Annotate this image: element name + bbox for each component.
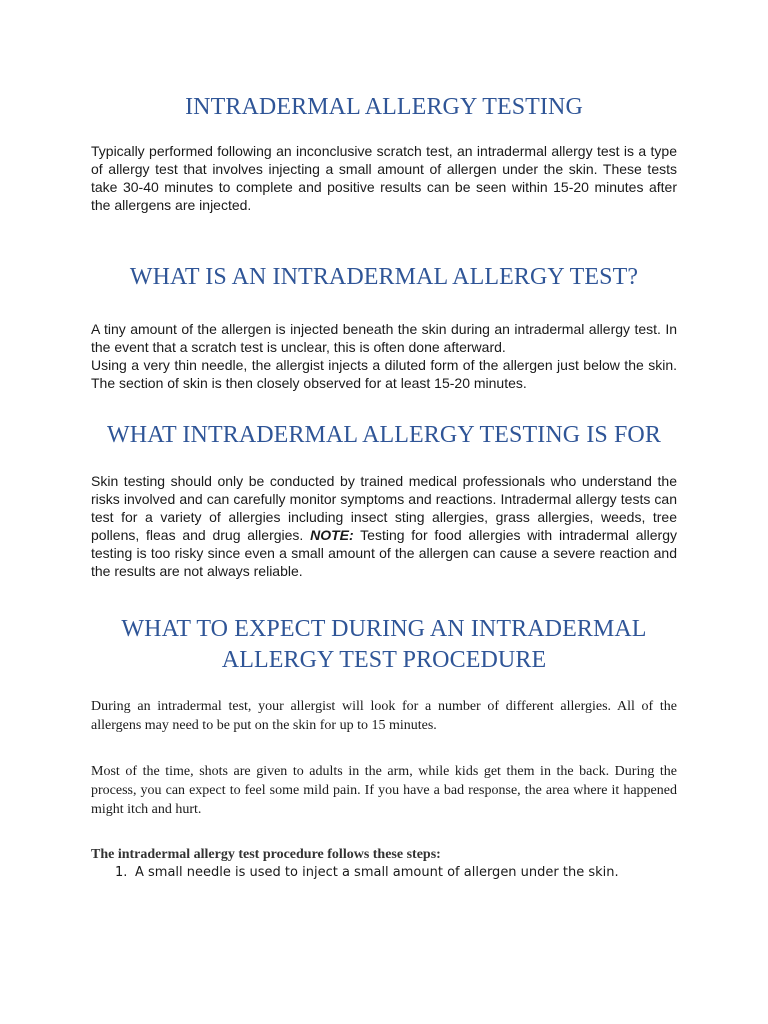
what-to-expect-paragraph-1: During an intradermal test, your allergist will look for a number of different allergies. All of the allergens may need to be put on the skin for up to 15 minutes. <box>91 699 677 733</box>
step-number: 1. <box>115 865 128 880</box>
page-title: INTRADERMAL ALLERGY TESTING <box>185 94 583 120</box>
testing-is-for-paragraph <box>91 472 677 580</box>
note-label: NOTE: <box>310 527 354 543</box>
what-to-expect-paragraph-2: Most of the time, shots are given to adults in the arm, while kids get them in the back. During the process, you can expect to feel some mild pain. If you have a bad response, the area where it happened might itch and hurt. <box>91 764 677 817</box>
steps-title: The intradermal allergy test procedure follows these steps: <box>91 847 441 862</box>
section-heading-testing-is-for: WHAT INTRADERMAL ALLERGY TESTING IS FOR <box>107 422 661 448</box>
steps-list <box>91 864 677 882</box>
what-is-paragraph-1: A tiny amount of the allergen is injected beneath the skin during an intradermal allergy test. In the event that a scratch test is unclear, this is often done afterward. <box>91 321 677 355</box>
what-is-paragraph-2: Using a very thin needle, the allergist injects a diluted form of the allergen just below the skin. The section of skin is then closely observed for at least 15-20 minutes. <box>91 357 677 391</box>
what-to-expect-heading-line-1: WHAT TO EXPECT DURING AN INTRADERMAL <box>121 616 647 642</box>
note-text: Testing for food allergies with intradermal allergy testing is too risky since even a small amount of the allergen can cause a severe reaction and the results are not always reliable. <box>91 527 677 579</box>
testing-is-for-text: Skin testing should only be conducted by trained medical professionals who understand the risks involved and can carefully monitor symptoms and reactions. Intradermal allergy tests can test for a variety of allergies including insect sting allergies, grass allergies, weeds, tree pollens, fleas and drug allergies. <box>91 473 677 543</box>
intro-paragraph: Typically performed following an inconclusive scratch test, an intradermal allergy test is a type of allergy test that involves injecting a small amount of allergen under the skin. These tests take 30-40 minutes to complete and positive results can be seen within 15-20 minutes after the allergens are injected. <box>91 143 677 213</box>
section-heading-what-to-expect <box>60 614 708 676</box>
section-heading-what-is: WHAT IS AN INTRADERMAL ALLERGY TEST? <box>129 264 639 290</box>
list-item <box>91 864 677 882</box>
what-to-expect-heading-line-2: ALLERGY TEST PROCEDURE <box>221 647 547 673</box>
step-text: A small needle is used to inject a small amount of allergen under the skin. <box>135 865 619 880</box>
